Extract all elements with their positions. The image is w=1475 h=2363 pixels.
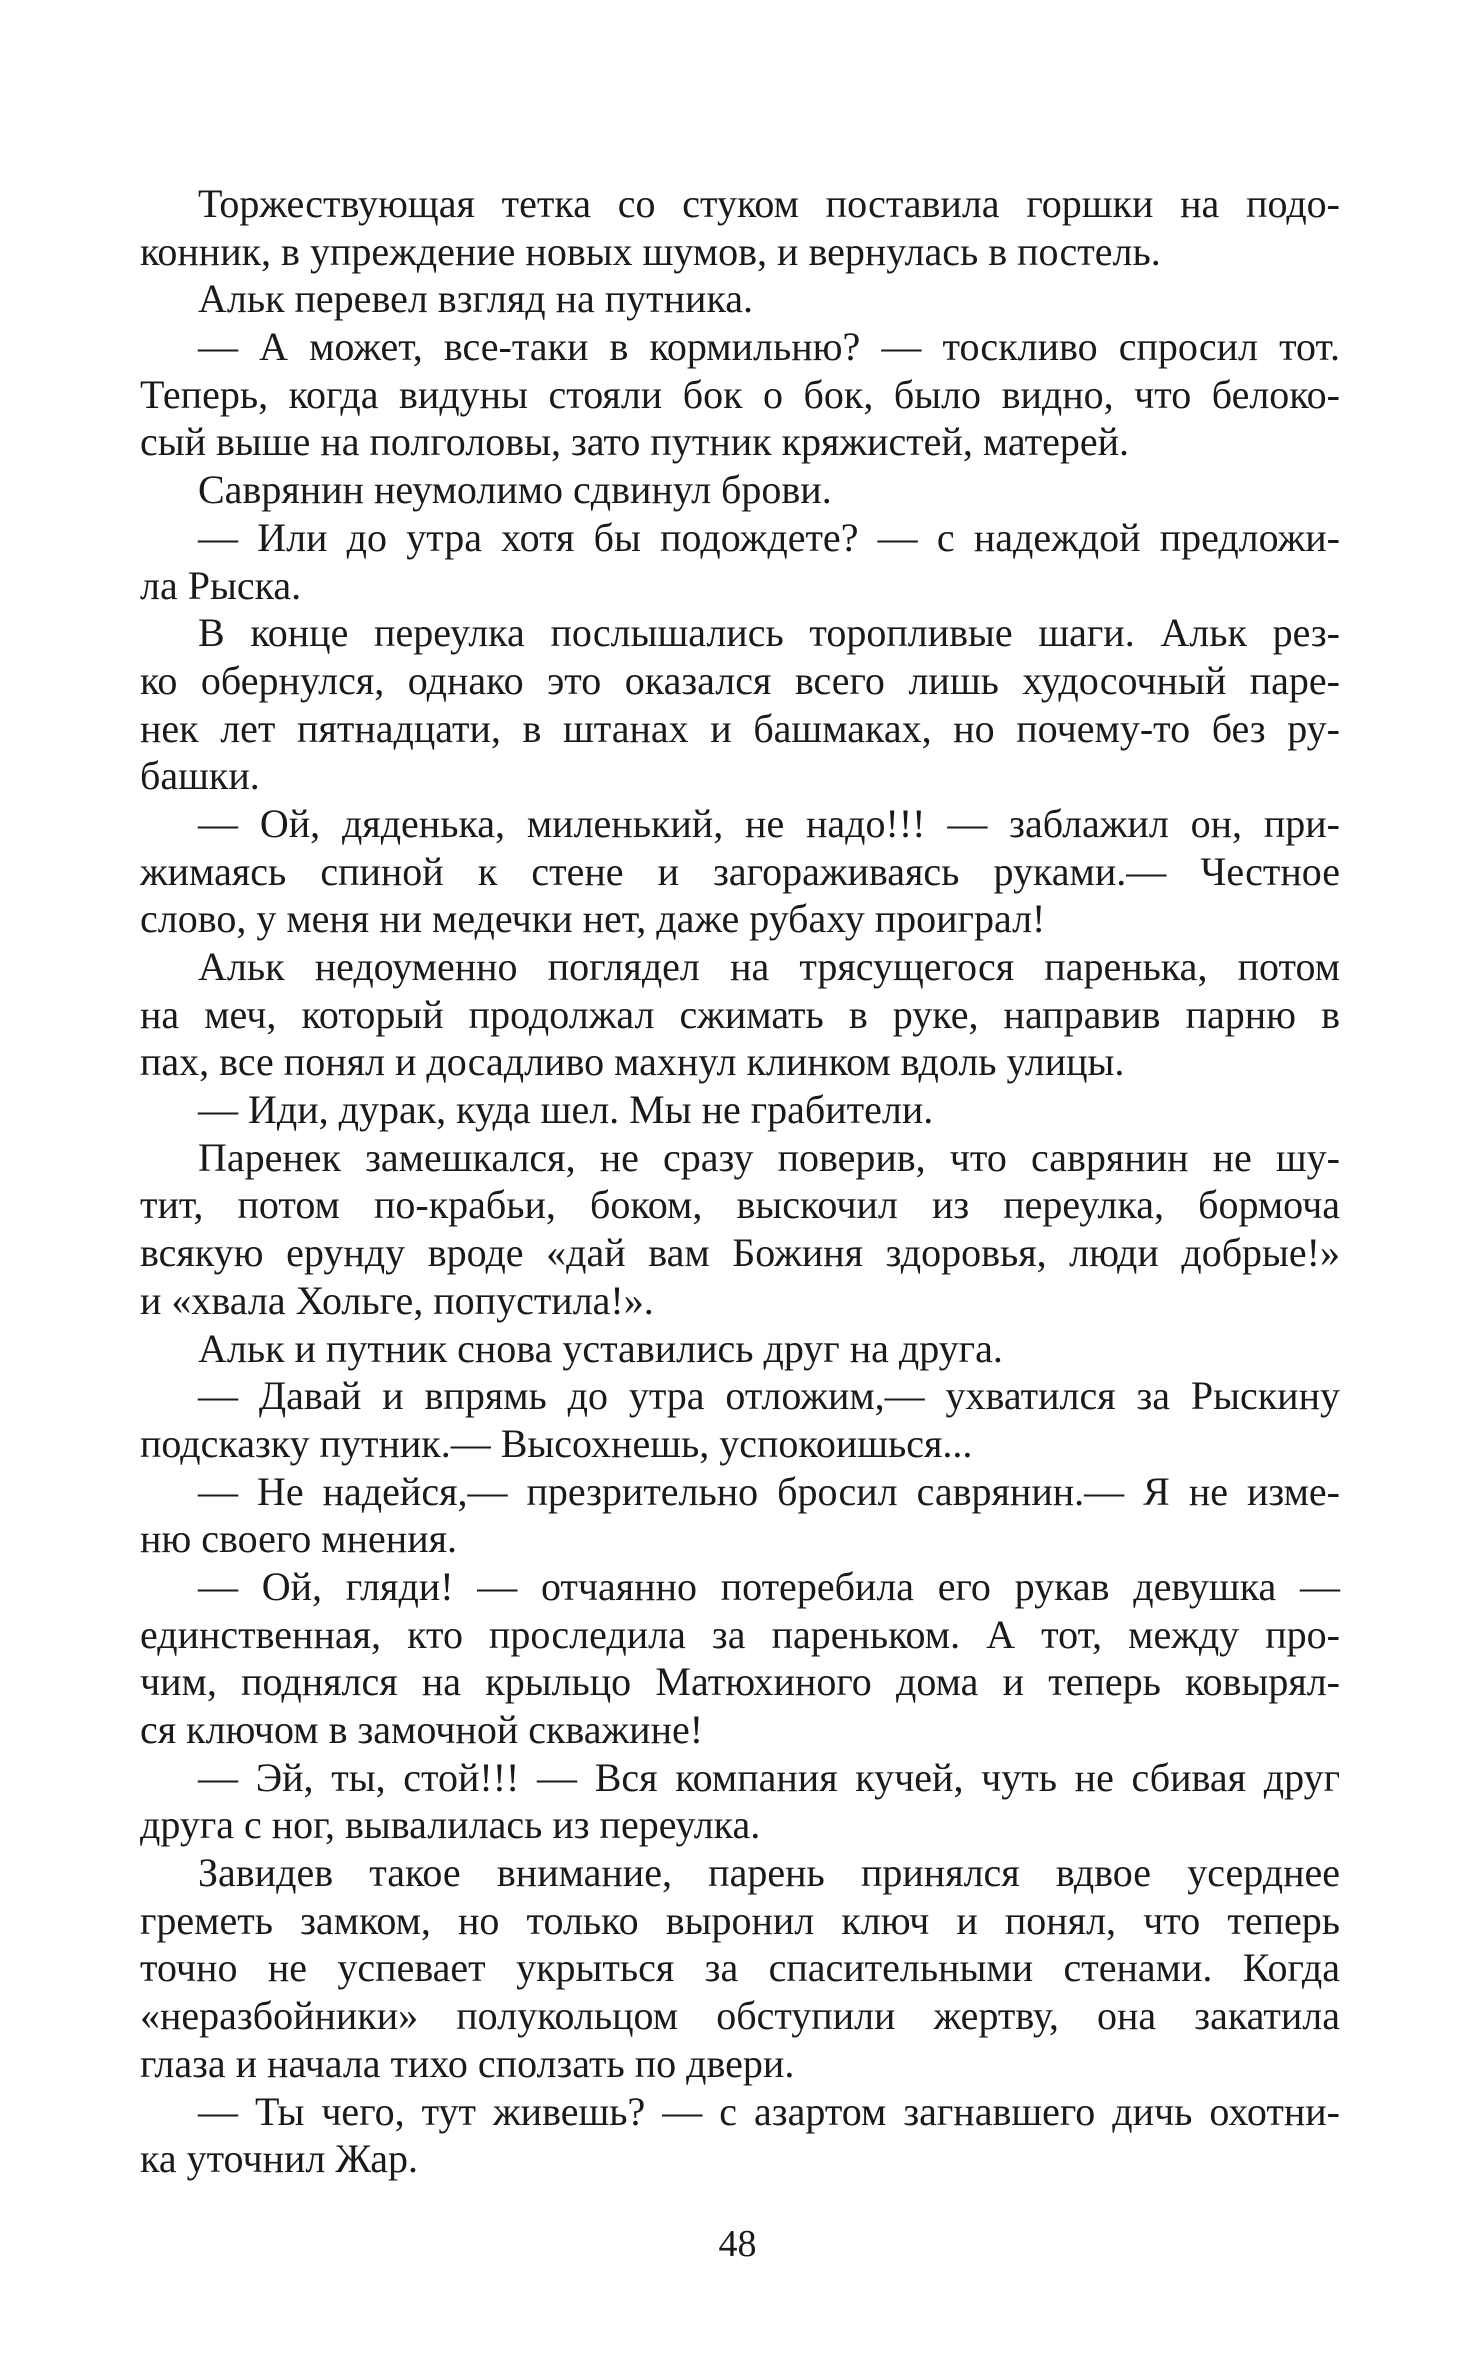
text-line: единственная, кто проследила за пареньком. А тот, между про- xyxy=(140,1611,1340,1657)
text-line: глаза и начала тихо сползать по двери. xyxy=(140,2040,795,2086)
text-line: подсказку путник.— Высохнешь, успокоишься... xyxy=(140,1420,973,1466)
text-line: — Иди, дурак, куда шел. Мы не грабители. xyxy=(198,1087,934,1133)
page-body xyxy=(140,180,1340,2183)
text-line: ся ключом в замочной скважине! xyxy=(140,1707,704,1752)
text-line: и «хвала Хольге, попустила!». xyxy=(140,1277,654,1323)
text-line: на меч, который продолжал сжимать в руке, направив парню в xyxy=(140,991,1340,1037)
text-line: нек лет пятнадцати, в штанах и башмаках, но почему-то без ру- xyxy=(140,705,1340,751)
text-line: чим, поднялся на крыльцо Матюхиного дома и теперь ковырял- xyxy=(140,1659,1340,1705)
text-line: ла Рыска. xyxy=(140,562,302,608)
text-line: — Или до утра хотя бы подождете? — с надеждой предложи- xyxy=(198,514,1340,560)
text-line: жимаясь спиной к стене и загораживаясь руками.— Честное xyxy=(140,848,1340,894)
text-line: ню своего мнения. xyxy=(140,1516,457,1562)
text-line: В конце переулка послышались торопливые шаги. Альк рез- xyxy=(198,610,1340,656)
text-line: точно не успевает укрыться за спасительными стенами. Когда xyxy=(140,1945,1340,1991)
text-line: — Давай и впрямь до утра отложим,— ухватился за Рыскину xyxy=(198,1373,1340,1419)
text-line: друга с ног, вывалилась из переулка. xyxy=(140,1802,761,1848)
text-line: Завидев такое внимание, парень принялся вдвое усерднее xyxy=(198,1850,1340,1896)
text-line: сый выше на полголовы, зато путник кряжистей, матерей. xyxy=(140,419,1129,465)
text-line: — Ты чего, тут живешь? — с азартом загнавшего дичь охотни- xyxy=(198,2088,1340,2134)
text-line: конник, в упреждение новых шумов, и вернулась в постель. xyxy=(140,228,1161,274)
text-line: Торжествующая тетка со стуком поставила горшки на подо- xyxy=(198,181,1340,226)
text-line: — Эй, ты, стой!!! — Вся компания кучей, чуть не сбивая друг xyxy=(198,1754,1340,1800)
text-line: Саврянин неумолимо сдвинул брови. xyxy=(198,467,832,513)
text-line: греметь замком, но только выронил ключ и понял, что теперь xyxy=(140,1897,1340,1943)
text-line: Паренек замешкался, не сразу поверив, что саврянин не шу- xyxy=(198,1134,1340,1180)
text-line: «неразбойники» полукольцом обступили жертву, она закатила xyxy=(140,1993,1340,2039)
text-line: Альк недоуменно поглядел на трясущегося паренька, потом xyxy=(198,944,1340,989)
page-number: 48 xyxy=(718,2223,757,2265)
text-line: — Ой, дяденька, миленький, не надо!!! — заблажил он, при- xyxy=(198,800,1340,846)
text-line: Теперь, когда видуны стояли бок о бок, было видно, что белоко- xyxy=(140,371,1340,417)
text-line: всякую ерунду вроде «дай вам Божиня здоровья, люди добрые!» xyxy=(140,1230,1340,1276)
text-line: ка уточнил Жар. xyxy=(140,2136,418,2182)
text-line: ко обернулся, однако это оказался всего лишь худосочный паре- xyxy=(140,657,1340,703)
text-line: слово, у меня ни медечки нет, даже рубаху проиграл! xyxy=(140,896,1046,942)
text-line: башки. xyxy=(140,753,260,799)
text-line: Альк и путник снова уставились друг на друга. xyxy=(198,1325,1003,1371)
text-line: — Не надейся,— презрительно бросил саврянин.— Я не изме- xyxy=(198,1468,1340,1514)
text-line: тит, потом по-крабьи, боком, выскочил из переулка, бормоча xyxy=(140,1182,1340,1228)
text-line: Альк перевел взгляд на путника. xyxy=(198,276,754,322)
text-line: — Ой, гляди! — отчаянно потеребила его рукав девушка — xyxy=(198,1563,1340,1609)
text-line: пах, все понял и досадливо махнул клинком вдоль улицы. xyxy=(140,1039,1125,1085)
text-line: — А может, все-таки в кормильню? — тоскливо спросил тот. xyxy=(198,324,1340,370)
